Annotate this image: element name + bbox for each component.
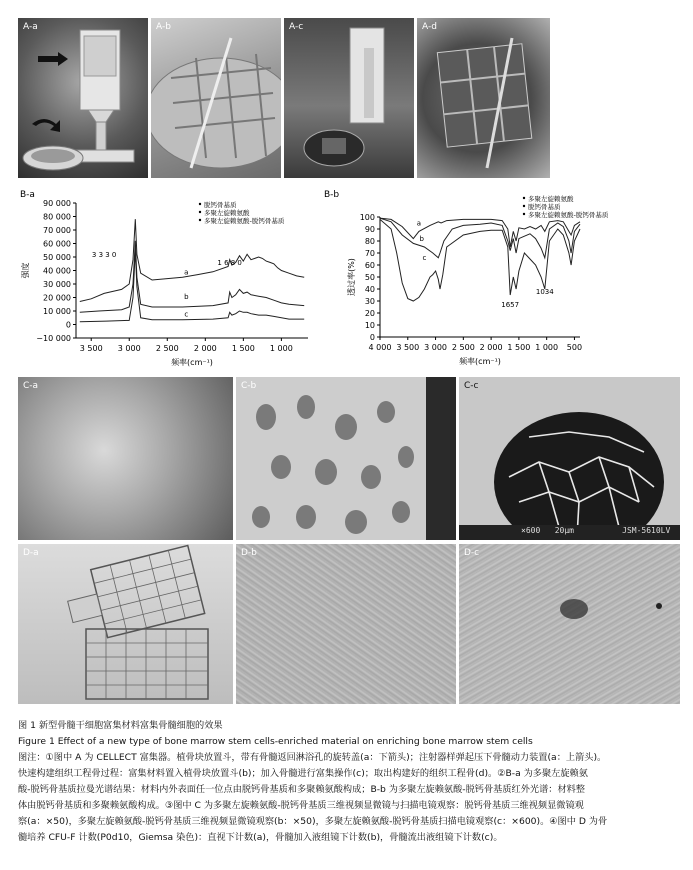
y-tick-label: 100 — [359, 213, 375, 222]
chart-annotation: b — [419, 235, 424, 243]
y-tick-label: 20 — [364, 309, 375, 318]
culture-flask-illustration — [18, 544, 233, 704]
x-tick-label: 3 500 — [79, 344, 103, 353]
chart-annotation: b — [184, 292, 189, 301]
panel-label-d-b: D-b — [241, 548, 257, 558]
panel-label-a-d: A-d — [422, 22, 437, 32]
photo-c-b — [236, 377, 456, 540]
photo-d-a — [18, 544, 233, 704]
x-tick-label: 2 000 — [193, 344, 217, 353]
legend-entry: 多聚左旋赖氨酸 — [528, 195, 574, 203]
photo-a-c — [284, 18, 414, 178]
y-axis-label: 强度 — [21, 262, 30, 279]
panel-label-c-a: C-a — [23, 381, 39, 391]
x-tick-label: 1 000 — [535, 343, 559, 352]
panel-label-a-a: A-a — [23, 22, 38, 32]
constructed-bone-illustration — [417, 18, 550, 178]
series-line-b — [380, 218, 580, 258]
x-tick-label: 1 500 — [507, 343, 531, 352]
photo-a-b — [151, 18, 281, 178]
device-filling-illustration — [284, 18, 414, 178]
y-tick-label: 50 — [364, 273, 375, 282]
x-tick-label: 4 000 — [368, 343, 392, 352]
legend-marker-dot — [523, 205, 525, 207]
legend-marker-dot — [199, 211, 201, 213]
photo-a-d — [417, 18, 550, 178]
x-tick-label: 500 — [566, 343, 583, 352]
porous-texture-illustration — [236, 377, 456, 540]
photo-d-b — [236, 544, 456, 704]
y-tick-label: 10 — [364, 321, 375, 330]
y-tick-label: 40 — [364, 285, 375, 294]
series-line-a — [380, 218, 580, 247]
y-tick-label: 60 — [364, 261, 375, 270]
panel-label-b-a: B-a — [20, 190, 35, 200]
panel-label-d-c: D-c — [464, 548, 480, 558]
x-axis-label: 频率(cm⁻¹) — [459, 357, 501, 366]
chart-annotation: 3 3 3 0 — [91, 251, 117, 259]
y-tick-label: 90 000 — [43, 199, 71, 208]
y-tick-label: 70 000 — [43, 226, 71, 235]
legend-marker-dot — [199, 203, 201, 205]
sem-scale-info: ×600 20μm JSM-5610LV — [521, 526, 671, 535]
photo-d-c — [459, 544, 680, 704]
y-tick-label: 40 000 — [43, 266, 71, 276]
photo-c-a — [18, 377, 233, 540]
x-tick-label: 3 000 — [424, 343, 448, 352]
caption-line: 酸-脱钙骨基质拉曼光谱结果：材料内外表面任一位点由脱钙骨基质和多聚赖氨酸构成；B-b 为多聚左旋赖氨酸-脱钙骨基质红外光谱：材料整 — [18, 784, 586, 795]
lower-arrow-icon — [32, 119, 60, 132]
upper-arrow-icon — [38, 52, 68, 66]
y-tick-label: 30 — [364, 297, 375, 306]
panel-label-a-b: A-b — [156, 22, 171, 32]
x-tick-label: 1 500 — [231, 344, 255, 353]
y-axis-label: 透过率(%) — [347, 258, 356, 296]
caption-title-cn: 图 1 新型骨髓干细胞富集材料富集骨髓细胞的效果 — [18, 720, 223, 731]
series-line-c — [80, 250, 304, 321]
photo-c-c — [459, 377, 680, 540]
legend-entry: 多聚左旋赖氨酸 — [204, 209, 250, 217]
legend-entry: 多聚左旋赖氨酸-脱钙骨基质 — [528, 211, 608, 219]
chart-annotation: 1034 — [535, 287, 554, 296]
legend-entry: 脱钙骨基质 — [204, 201, 237, 209]
figure-caption — [18, 718, 678, 846]
y-tick-label: 50 000 — [43, 253, 71, 262]
y-tick-label: 0 — [65, 320, 71, 330]
caption-line: 察(a：×50)，多聚左旋赖氨酸-脱钙骨基质三维视频显微镜观察(b：×50)，多聚左旋赖氨酸-脱钙骨基质扫描电镜观察(c：×600)。④图中 D 为骨 — [18, 816, 608, 827]
legend-entry: 脱钙骨基质 — [528, 203, 561, 211]
y-tick-label: −10 000 — [36, 334, 71, 343]
y-tick-label: 10 000 — [43, 307, 71, 316]
caption-line: 体由脱钙骨基质和多聚赖氨酸构成。③图中 C 为多聚左旋赖氨酸-脱钙骨基质三维视频显微镜与扫描电镜观察：脱钙骨基质三维视频显微镜观 — [18, 800, 584, 811]
y-tick-label: 80 000 — [43, 212, 71, 222]
legend-marker-dot — [523, 213, 525, 215]
infrared-spectrum-chart — [318, 185, 608, 370]
chart-annotation: 1 6 8 0 — [217, 259, 242, 268]
panel-label-a-c: A-c — [289, 22, 304, 32]
chart-annotation: a — [416, 219, 422, 228]
y-tick-label: 80 — [364, 237, 375, 246]
y-tick-label: 60 000 — [43, 239, 71, 249]
x-tick-label: 2 500 — [155, 344, 179, 353]
x-axis-label: 频率(cm⁻¹) — [171, 358, 213, 367]
y-tick-label: 20 000 — [43, 293, 71, 303]
panel-label-d-a: D-a — [23, 548, 39, 558]
y-tick-label: 0 — [369, 333, 375, 342]
chart-annotation: 1657 — [501, 301, 520, 309]
x-tick-label: 2 000 — [479, 343, 503, 352]
series-line-a — [80, 219, 304, 301]
caption-line: 髓培养 CFU-F 计数(P0d10，Giemsa 染色)：直视下计数(a)，骨髓加入液组镜下计数(b)，骨髓流出液组镜下计数(c)。 — [18, 832, 503, 843]
x-tick-label: 3 500 — [396, 343, 420, 352]
chart-annotation: a — [184, 268, 189, 277]
chart-annotation: c — [422, 254, 427, 263]
x-tick-label: 2 500 — [451, 343, 475, 352]
caption-line: 图注：①图中 A 为 CELLECT 富集器。植骨块放置斗，带有骨髓返回淋浴孔的旋转盖(a：下箭头)；注射器样弹起压下骨髓动力装置(a：上箭头)。 — [18, 752, 607, 763]
panel-label-b-b: B-b — [324, 190, 340, 200]
y-tick-label: 30 000 — [43, 280, 71, 289]
raman-spectrum-chart — [14, 185, 314, 370]
photo-a-a — [18, 18, 148, 178]
caption-line: 快速构建组织工程骨过程：富集材料置入植骨块放置斗(b)；加入骨髓进行富集操作(c)；取出构建好的组织工程骨(d)。②B-a 为多聚左旋赖氨 — [18, 768, 588, 779]
grid-material-illustration — [151, 18, 281, 178]
legend-marker-dot — [199, 219, 201, 221]
y-tick-label: 90 — [364, 225, 375, 234]
caption-title-en: Figure 1 Effect of a new type of bone marrow stem cells-enriched material on enriching bone marrow stem cells — [18, 736, 533, 747]
panel-label-c-c: C-c — [464, 381, 479, 391]
cellect-device-illustration — [18, 18, 148, 178]
x-tick-label: 3 000 — [117, 344, 141, 353]
x-tick-label: 1 000 — [269, 344, 293, 353]
legend-marker-dot — [523, 197, 525, 199]
chart-annotation: c — [184, 310, 189, 319]
sem-network-illustration — [459, 377, 680, 540]
panel-label-c-b: C-b — [241, 381, 257, 391]
y-tick-label: 70 — [364, 249, 375, 258]
colony-illustration — [459, 544, 680, 704]
legend-entry: 多聚左旋赖氨酸-脱钙骨基质 — [204, 217, 285, 225]
